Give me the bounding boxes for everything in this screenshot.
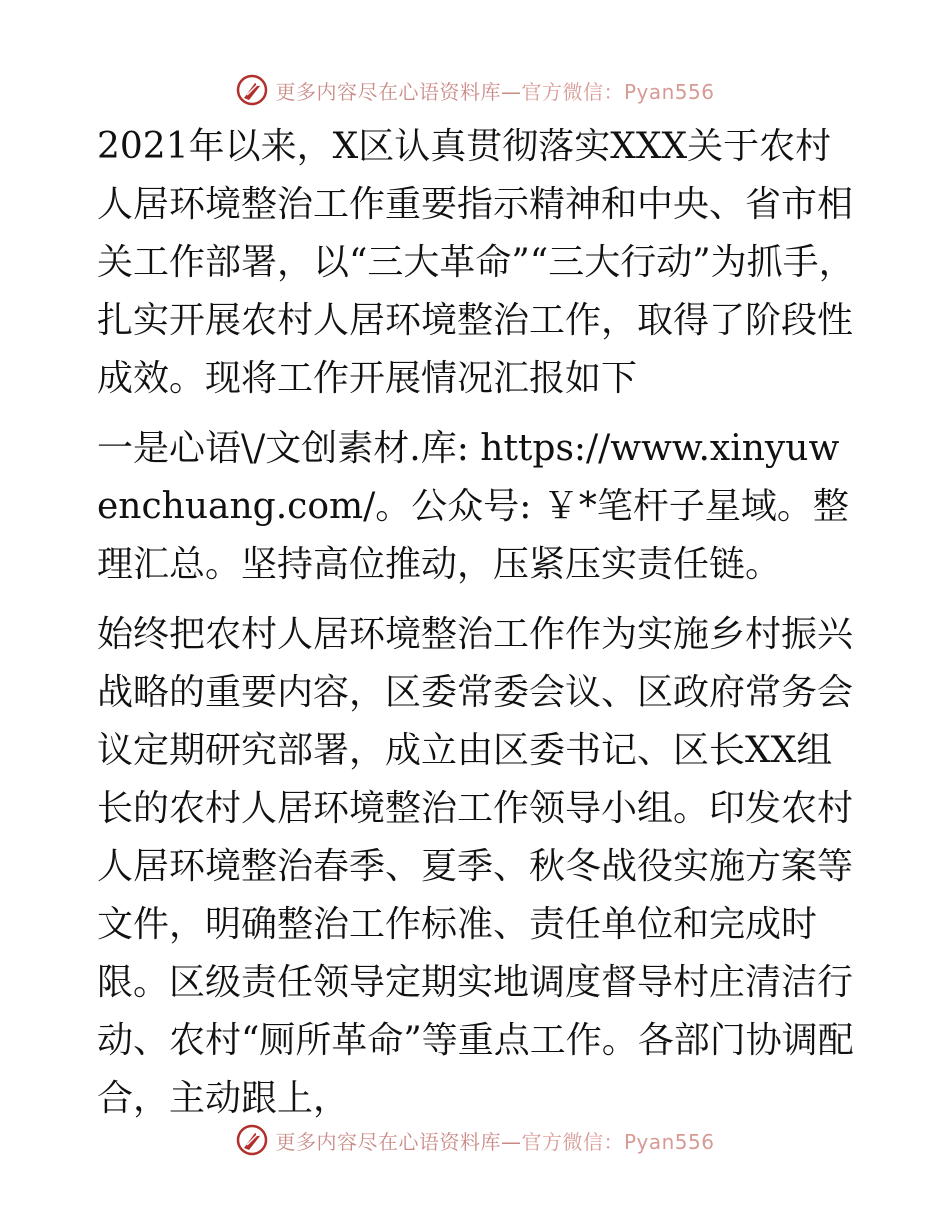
- watermark-separator: —: [500, 79, 522, 104]
- document-body: [97, 118, 857, 1128]
- watermark-main-text: 更多内容尽在心语资料库: [275, 79, 501, 104]
- paragraph-section-one: 一是心语\/文创素材.库: https://www.xinyuwenchuang.com/。公众号: ￥*笔杆子星域。整理汇总。坚持高位推动，压紧压实责任链。: [97, 428, 849, 585]
- pen-nib-logo-icon: [235, 1123, 269, 1157]
- watermark-group: [235, 73, 714, 107]
- watermark-wechat-text: 官方微信：Pyan556: [521, 79, 715, 104]
- watermark-separator: —: [500, 1129, 522, 1154]
- watermark-wechat-text: 官方微信：Pyan556: [521, 1129, 715, 1154]
- pen-nib-logo-icon: [235, 73, 269, 107]
- paragraph-body: 始终把农村人居环境整治工作作为实施乡村振兴战略的重要内容，区委常委会议、区政府常务会议定期研究部署，成立由区委书记、区长XX组长的农村人居环境整治工作领导小组。印发农村人居环境整治春季、夏季、秋冬战役实施方案等文件，明确整治工作标准、责任单位和完成时限。区级责任领导定期实地调度督导村庄清洁行动、农村“厕所革命”等重点工作。各部门协调配合，主动跟上，: [97, 614, 854, 1119]
- watermark-text: [275, 76, 714, 105]
- watermark-text: [275, 1126, 714, 1155]
- watermark-main-text: 更多内容尽在心语资料库: [275, 1129, 501, 1154]
- header-watermark: [0, 70, 950, 110]
- watermark-group: [235, 1123, 714, 1157]
- paragraph-intro: 2021年以来，X区认真贯彻落实XXX关于农村人居环境整治工作重要指示精神和中央、省市相关工作部署，以“三大革命”“三大行动”为抓手，扎实开展农村人居环境整治工作，取得了阶段性成效。现将工作开展情况汇报如下: [97, 126, 855, 399]
- footer-watermark: [0, 1120, 950, 1160]
